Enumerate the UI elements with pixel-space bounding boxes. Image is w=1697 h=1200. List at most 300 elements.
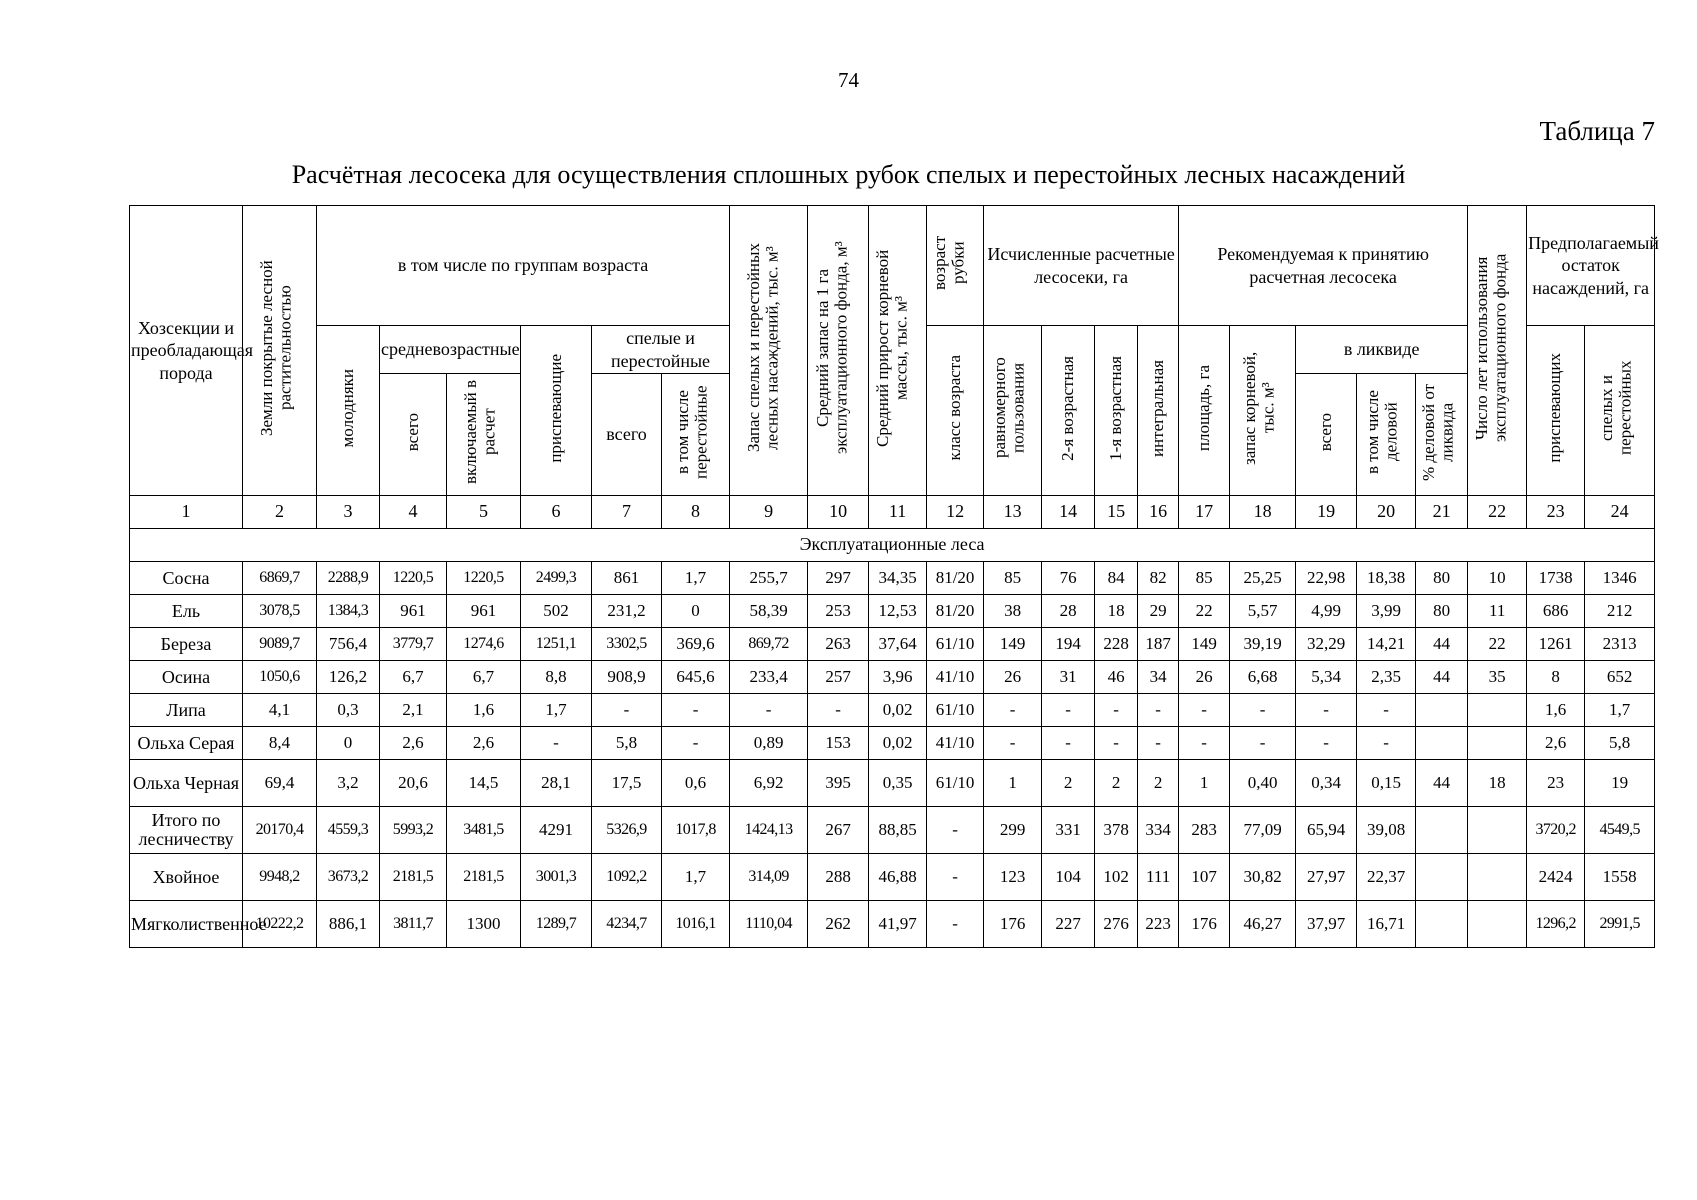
table-cell: 20170,4 bbox=[243, 807, 317, 854]
table-cell: 22 bbox=[1468, 628, 1527, 661]
header-c19: всего bbox=[1296, 374, 1357, 496]
table-cell: 262 bbox=[808, 901, 869, 948]
table-cell: 297 bbox=[808, 562, 869, 595]
header-cut-age: возраст рубки bbox=[927, 206, 984, 326]
table-cell: 267 bbox=[808, 807, 869, 854]
header-c21: % деловой от ликвида bbox=[1416, 374, 1468, 496]
table-cell: 194 bbox=[1042, 628, 1095, 661]
lesoseka-table bbox=[129, 205, 1659, 948]
table-cell: 0,40 bbox=[1230, 760, 1296, 807]
table-cell: 61/10 bbox=[927, 628, 984, 661]
table-cell: 3302,5 bbox=[592, 628, 662, 661]
column-number: 8 bbox=[662, 496, 730, 529]
header-c4: всего bbox=[380, 374, 447, 496]
header-row-1 bbox=[130, 206, 1655, 326]
table-cell: 37,97 bbox=[1296, 901, 1357, 948]
table-cell: 233,4 bbox=[730, 661, 808, 694]
table-cell: 16,71 bbox=[1357, 901, 1416, 948]
table-cell: 44 bbox=[1416, 661, 1468, 694]
column-number: 7 bbox=[592, 496, 662, 529]
table-cell: 1220,5 bbox=[447, 562, 521, 595]
table-cell: 652 bbox=[1585, 661, 1655, 694]
table-cell: 26 bbox=[1179, 661, 1230, 694]
table-cell: 3811,7 bbox=[380, 901, 447, 948]
table-cell: 0,35 bbox=[869, 760, 927, 807]
table-cell: 88,85 bbox=[869, 807, 927, 854]
table-cell: 80 bbox=[1416, 595, 1468, 628]
table-cell: - bbox=[1230, 694, 1296, 727]
column-number: 12 bbox=[927, 496, 984, 529]
table-cell: 4549,5 bbox=[1585, 807, 1655, 854]
header-c13: равномерного пользования bbox=[984, 326, 1042, 496]
table-cell bbox=[1468, 854, 1527, 901]
table-cell: 76 bbox=[1042, 562, 1095, 595]
table-cell: 2991,5 bbox=[1585, 901, 1655, 948]
table-cell bbox=[1416, 727, 1468, 760]
table-cell: - bbox=[1042, 727, 1095, 760]
row-name: Мягколиственное bbox=[130, 901, 243, 948]
column-number: 11 bbox=[869, 496, 927, 529]
table-cell: 0,15 bbox=[1357, 760, 1416, 807]
table-cell: 0 bbox=[662, 595, 730, 628]
header-c2: Земли покрытые лесной растительностью bbox=[243, 206, 317, 496]
table-cell: - bbox=[1138, 727, 1179, 760]
table-cell: 44 bbox=[1416, 760, 1468, 807]
table-cell: 61/10 bbox=[927, 694, 984, 727]
header-c20: в том числе деловой bbox=[1357, 374, 1416, 496]
table-cell: 3,99 bbox=[1357, 595, 1416, 628]
table-cell: 1384,3 bbox=[317, 595, 380, 628]
table-cell: 6,68 bbox=[1230, 661, 1296, 694]
column-number: 3 bbox=[317, 496, 380, 529]
header-c18: запас корневой, тыс. м³ bbox=[1230, 326, 1296, 496]
table-cell: 2,35 bbox=[1357, 661, 1416, 694]
table-cell: 3001,3 bbox=[521, 854, 592, 901]
table-cell: - bbox=[662, 694, 730, 727]
table-cell bbox=[1416, 901, 1468, 948]
table-cell: 4,1 bbox=[243, 694, 317, 727]
column-number: 9 bbox=[730, 496, 808, 529]
table-cell: 4234,7 bbox=[592, 901, 662, 948]
table-cell: 0,89 bbox=[730, 727, 808, 760]
row-name: Ольха Серая bbox=[130, 727, 243, 760]
table-cell bbox=[1416, 854, 1468, 901]
table-cell: 299 bbox=[984, 807, 1042, 854]
table-cell: 3779,7 bbox=[380, 628, 447, 661]
table-cell: 35 bbox=[1468, 661, 1527, 694]
table-cell: 331 bbox=[1042, 807, 1095, 854]
table-cell: 65,94 bbox=[1296, 807, 1357, 854]
table-cell: 46,88 bbox=[869, 854, 927, 901]
table-cell: 0,02 bbox=[869, 694, 927, 727]
column-number: 22 bbox=[1468, 496, 1527, 529]
table-cell: 153 bbox=[808, 727, 869, 760]
table-cell bbox=[1468, 901, 1527, 948]
column-number: 10 bbox=[808, 496, 869, 529]
column-number: 2 bbox=[243, 496, 317, 529]
table-cell: 1220,5 bbox=[380, 562, 447, 595]
table-cell: - bbox=[927, 807, 984, 854]
column-number: 1 bbox=[130, 496, 243, 529]
column-number: 4 bbox=[380, 496, 447, 529]
table-cell: 886,1 bbox=[317, 901, 380, 948]
column-number: 24 bbox=[1585, 496, 1655, 529]
table-cell: 3673,2 bbox=[317, 854, 380, 901]
table-cell: 253 bbox=[808, 595, 869, 628]
table-cell: 27,97 bbox=[1296, 854, 1357, 901]
table-cell: 1261 bbox=[1527, 628, 1585, 661]
table-cell: 5,57 bbox=[1230, 595, 1296, 628]
table-cell: 645,6 bbox=[662, 661, 730, 694]
table-cell: 255,7 bbox=[730, 562, 808, 595]
table-cell: 2424 bbox=[1527, 854, 1585, 901]
table-cell: 227 bbox=[1042, 901, 1095, 948]
header-c9: Запас спелых и перестойных лесных насаждений, тыс. м³ bbox=[730, 206, 808, 496]
table-cell: 212 bbox=[1585, 595, 1655, 628]
table-cell: 1,7 bbox=[521, 694, 592, 727]
table-cell: 44 bbox=[1416, 628, 1468, 661]
table-cell: 104 bbox=[1042, 854, 1095, 901]
row-name: Сосна bbox=[130, 562, 243, 595]
header-remainder: Предполагаемый остаток насаждений, га bbox=[1527, 206, 1655, 326]
table-cell: - bbox=[1296, 727, 1357, 760]
table-cell: 2 bbox=[1138, 760, 1179, 807]
table-cell: 126,2 bbox=[317, 661, 380, 694]
header-age-groups: в том числе по группам возраста bbox=[317, 206, 730, 326]
table-cell: 30,82 bbox=[1230, 854, 1296, 901]
table-cell: 38 bbox=[984, 595, 1042, 628]
table-cell: 4291 bbox=[521, 807, 592, 854]
table-cell: 223 bbox=[1138, 901, 1179, 948]
section-row bbox=[130, 529, 1655, 562]
row-name: Итого по лесничеству bbox=[130, 807, 243, 854]
header-c22: Число лет использования эксплуатационного фонда bbox=[1468, 206, 1527, 496]
table-cell: 961 bbox=[380, 595, 447, 628]
table-cell: 908,9 bbox=[592, 661, 662, 694]
header-c3: молодняки bbox=[317, 326, 380, 496]
table-cell: 1296,2 bbox=[1527, 901, 1585, 948]
table-cell: 46,27 bbox=[1230, 901, 1296, 948]
column-number: 18 bbox=[1230, 496, 1296, 529]
table-row bbox=[130, 901, 1655, 948]
table-cell: 4,99 bbox=[1296, 595, 1357, 628]
table-row bbox=[130, 595, 1655, 628]
table-cell: - bbox=[927, 901, 984, 948]
table-cell: 288 bbox=[808, 854, 869, 901]
table-cell: 6869,7 bbox=[243, 562, 317, 595]
table-cell: 1110,04 bbox=[730, 901, 808, 948]
header-c17: площадь, га bbox=[1179, 326, 1230, 496]
row-name: Ель bbox=[130, 595, 243, 628]
table-cell: 8 bbox=[1527, 661, 1585, 694]
table-cell: 176 bbox=[1179, 901, 1230, 948]
row-name: Осина bbox=[130, 661, 243, 694]
header-c8: в том числе перестойные bbox=[662, 374, 730, 496]
table-cell: 22 bbox=[1179, 595, 1230, 628]
table-cell: - bbox=[1095, 694, 1138, 727]
table-row bbox=[130, 807, 1655, 854]
table-cell: 12,53 bbox=[869, 595, 927, 628]
table-cell: 263 bbox=[808, 628, 869, 661]
table-cell: 2181,5 bbox=[447, 854, 521, 901]
table-cell: 2,1 bbox=[380, 694, 447, 727]
table-cell: 1016,1 bbox=[662, 901, 730, 948]
column-number: 5 bbox=[447, 496, 521, 529]
header-c7: всего bbox=[592, 374, 662, 496]
page-number: 74 bbox=[838, 68, 859, 92]
table-cell: 5326,9 bbox=[592, 807, 662, 854]
row-name: Липа bbox=[130, 694, 243, 727]
column-number: 6 bbox=[521, 496, 592, 529]
table-cell: 0,3 bbox=[317, 694, 380, 727]
table-cell: - bbox=[984, 727, 1042, 760]
column-number: 21 bbox=[1416, 496, 1468, 529]
table-cell: 2288,9 bbox=[317, 562, 380, 595]
table-cell: 869,72 bbox=[730, 628, 808, 661]
table-cell: 4559,3 bbox=[317, 807, 380, 854]
header-liquid: в ликвиде bbox=[1296, 326, 1468, 374]
column-number: 15 bbox=[1095, 496, 1138, 529]
table-cell: 28 bbox=[1042, 595, 1095, 628]
table-cell: 80 bbox=[1416, 562, 1468, 595]
table-cell: 1 bbox=[984, 760, 1042, 807]
header-recommended: Рекомендуемая к принятию расчетная лесосека bbox=[1179, 206, 1468, 326]
table-cell: 107 bbox=[1179, 854, 1230, 901]
table-cell: - bbox=[808, 694, 869, 727]
table-cell: 3481,5 bbox=[447, 807, 521, 854]
table-cell: 3,96 bbox=[869, 661, 927, 694]
table-cell: 2,6 bbox=[380, 727, 447, 760]
table-cell: 61/10 bbox=[927, 760, 984, 807]
table-cell: 77,09 bbox=[1230, 807, 1296, 854]
table-cell: 9948,2 bbox=[243, 854, 317, 901]
table-cell: 0 bbox=[317, 727, 380, 760]
table-cell bbox=[1416, 807, 1468, 854]
table-cell: 18 bbox=[1095, 595, 1138, 628]
table-cell: 17,5 bbox=[592, 760, 662, 807]
table-cell: 14,5 bbox=[447, 760, 521, 807]
table-cell: 686 bbox=[1527, 595, 1585, 628]
table-cell: 31 bbox=[1042, 661, 1095, 694]
table-cell: 0,02 bbox=[869, 727, 927, 760]
header-c11: Средний прирост корневой массы, тыс. м³ bbox=[869, 206, 927, 496]
table-cell: 34 bbox=[1138, 661, 1179, 694]
table-cell: 334 bbox=[1138, 807, 1179, 854]
table-row bbox=[130, 694, 1655, 727]
column-number: 17 bbox=[1179, 496, 1230, 529]
table-cell: 14,21 bbox=[1357, 628, 1416, 661]
table-cell: 1300 bbox=[447, 901, 521, 948]
table-cell: 502 bbox=[521, 595, 592, 628]
table-cell: - bbox=[1138, 694, 1179, 727]
table-cell: 2181,5 bbox=[380, 854, 447, 901]
table-cell: - bbox=[927, 854, 984, 901]
header-c5: включаемый в расчет bbox=[447, 374, 521, 496]
table-cell: 41,97 bbox=[869, 901, 927, 948]
table-cell: 149 bbox=[984, 628, 1042, 661]
table-cell: 756,4 bbox=[317, 628, 380, 661]
table-cell: - bbox=[1230, 727, 1296, 760]
table-cell: 369,6 bbox=[662, 628, 730, 661]
table-cell: 85 bbox=[984, 562, 1042, 595]
table-cell: 123 bbox=[984, 854, 1042, 901]
table-cell: 102 bbox=[1095, 854, 1138, 901]
table-cell: 1,7 bbox=[662, 854, 730, 901]
table-cell: 176 bbox=[984, 901, 1042, 948]
table-cell: 3720,2 bbox=[1527, 807, 1585, 854]
table-cell: 2499,3 bbox=[521, 562, 592, 595]
table-cell: 11 bbox=[1468, 595, 1527, 628]
table-cell: 22,98 bbox=[1296, 562, 1357, 595]
table-cell: 1,7 bbox=[1585, 694, 1655, 727]
table-cell: 69,4 bbox=[243, 760, 317, 807]
table-cell: - bbox=[1357, 727, 1416, 760]
table-cell: 187 bbox=[1138, 628, 1179, 661]
row-name: Береза bbox=[130, 628, 243, 661]
table-cell: 228 bbox=[1095, 628, 1138, 661]
table-cell: - bbox=[1296, 694, 1357, 727]
table-cell: 41/10 bbox=[927, 727, 984, 760]
table-cell: 1251,1 bbox=[521, 628, 592, 661]
table-cell: 85 bbox=[1179, 562, 1230, 595]
table-cell: 8,4 bbox=[243, 727, 317, 760]
table-cell: 1,6 bbox=[447, 694, 521, 727]
table-cell: 276 bbox=[1095, 901, 1138, 948]
table-cell: 46 bbox=[1095, 661, 1138, 694]
table-row bbox=[130, 628, 1655, 661]
header-hozsekcii: Хозсекции и преобладающая порода bbox=[130, 206, 243, 496]
table-cell: 37,64 bbox=[869, 628, 927, 661]
table-cell: 22,37 bbox=[1357, 854, 1416, 901]
header-c14: 2-я возрастная bbox=[1042, 326, 1095, 496]
section-label: Эксплуатационные леса bbox=[130, 529, 1655, 562]
table-cell: 1558 bbox=[1585, 854, 1655, 901]
table-cell: 257 bbox=[808, 661, 869, 694]
table-cell: 1,7 bbox=[662, 562, 730, 595]
column-number: 23 bbox=[1527, 496, 1585, 529]
table-cell: 861 bbox=[592, 562, 662, 595]
table-cell: 2,6 bbox=[1527, 727, 1585, 760]
table-cell: 1289,7 bbox=[521, 901, 592, 948]
table-cell: 82 bbox=[1138, 562, 1179, 595]
table-cell: 961 bbox=[447, 595, 521, 628]
table-cell bbox=[1468, 727, 1527, 760]
table-cell: 6,7 bbox=[447, 661, 521, 694]
table-cell bbox=[1468, 807, 1527, 854]
table-label: Таблица 7 bbox=[1539, 116, 1655, 146]
table-cell: 8,8 bbox=[521, 661, 592, 694]
table-cell: 10 bbox=[1468, 562, 1527, 595]
table-cell: 10222,2 bbox=[243, 901, 317, 948]
table-cell: 3078,5 bbox=[243, 595, 317, 628]
table-cell: 19 bbox=[1585, 760, 1655, 807]
table-cell: 2 bbox=[1095, 760, 1138, 807]
table-cell: - bbox=[984, 694, 1042, 727]
document-title: Расчётная лесосека для осуществления сплошных рубок спелых и перестойных лесных насаждений bbox=[291, 160, 1406, 189]
table-cell: - bbox=[1179, 694, 1230, 727]
header-c24: спелых и перестойных bbox=[1585, 326, 1655, 496]
column-number: 19 bbox=[1296, 496, 1357, 529]
table-cell: 5,34 bbox=[1296, 661, 1357, 694]
table-cell: 0,34 bbox=[1296, 760, 1357, 807]
table-cell: 314,09 bbox=[730, 854, 808, 901]
table-cell: 5,8 bbox=[592, 727, 662, 760]
table-cell: 3,2 bbox=[317, 760, 380, 807]
table-cell: - bbox=[1357, 694, 1416, 727]
table-cell: 6,92 bbox=[730, 760, 808, 807]
header-c23: приспевающих bbox=[1527, 326, 1585, 496]
column-number: 16 bbox=[1138, 496, 1179, 529]
column-numbers-row bbox=[130, 496, 1655, 529]
table-cell: 378 bbox=[1095, 807, 1138, 854]
table-row bbox=[130, 562, 1655, 595]
header-c12: класс возраста bbox=[927, 326, 984, 496]
table-cell: - bbox=[521, 727, 592, 760]
table-cell bbox=[1416, 694, 1468, 727]
table-cell: 28,1 bbox=[521, 760, 592, 807]
table-cell: 1424,13 bbox=[730, 807, 808, 854]
header-ripe: спелые и перестойные bbox=[592, 326, 730, 374]
table-cell: 1738 bbox=[1527, 562, 1585, 595]
table-cell: 9089,7 bbox=[243, 628, 317, 661]
table-cell: 20,6 bbox=[380, 760, 447, 807]
table-cell: 395 bbox=[808, 760, 869, 807]
table-cell: - bbox=[592, 694, 662, 727]
table-cell: - bbox=[1179, 727, 1230, 760]
table-row bbox=[130, 760, 1655, 807]
table-cell: 2313 bbox=[1585, 628, 1655, 661]
table-cell: 18,38 bbox=[1357, 562, 1416, 595]
table-cell: 6,7 bbox=[380, 661, 447, 694]
table-cell: 29 bbox=[1138, 595, 1179, 628]
table-cell: 5,8 bbox=[1585, 727, 1655, 760]
column-number: 14 bbox=[1042, 496, 1095, 529]
table-cell: - bbox=[662, 727, 730, 760]
header-calc-lesoseki: Исчисленные расчетные лесосеки, га bbox=[984, 206, 1179, 326]
table-cell: 1092,2 bbox=[592, 854, 662, 901]
table-cell: 1050,6 bbox=[243, 661, 317, 694]
table-cell: 2 bbox=[1042, 760, 1095, 807]
table-cell: - bbox=[1042, 694, 1095, 727]
table-cell: 32,29 bbox=[1296, 628, 1357, 661]
header-c15: 1-я возрастная bbox=[1095, 326, 1138, 496]
table-cell: 1346 bbox=[1585, 562, 1655, 595]
table-cell: 39,08 bbox=[1357, 807, 1416, 854]
table-cell: 2,6 bbox=[447, 727, 521, 760]
table-cell: 58,39 bbox=[730, 595, 808, 628]
table-cell: 283 bbox=[1179, 807, 1230, 854]
table-cell: 0,6 bbox=[662, 760, 730, 807]
table-cell: - bbox=[1095, 727, 1138, 760]
table-cell: 34,35 bbox=[869, 562, 927, 595]
header-c6: приспевающие bbox=[521, 326, 592, 496]
table-cell: 26 bbox=[984, 661, 1042, 694]
table-cell: 18 bbox=[1468, 760, 1527, 807]
table-cell bbox=[1468, 694, 1527, 727]
table-cell: 39,19 bbox=[1230, 628, 1296, 661]
table-cell: 1274,6 bbox=[447, 628, 521, 661]
table-cell: 149 bbox=[1179, 628, 1230, 661]
table-row bbox=[130, 854, 1655, 901]
table-cell: 5993,2 bbox=[380, 807, 447, 854]
table-cell: 41/10 bbox=[927, 661, 984, 694]
table-cell: 231,2 bbox=[592, 595, 662, 628]
table-cell: 1,6 bbox=[1527, 694, 1585, 727]
table-cell: 1 bbox=[1179, 760, 1230, 807]
table-cell: 81/20 bbox=[927, 562, 984, 595]
table-cell: 81/20 bbox=[927, 595, 984, 628]
table-row bbox=[130, 661, 1655, 694]
